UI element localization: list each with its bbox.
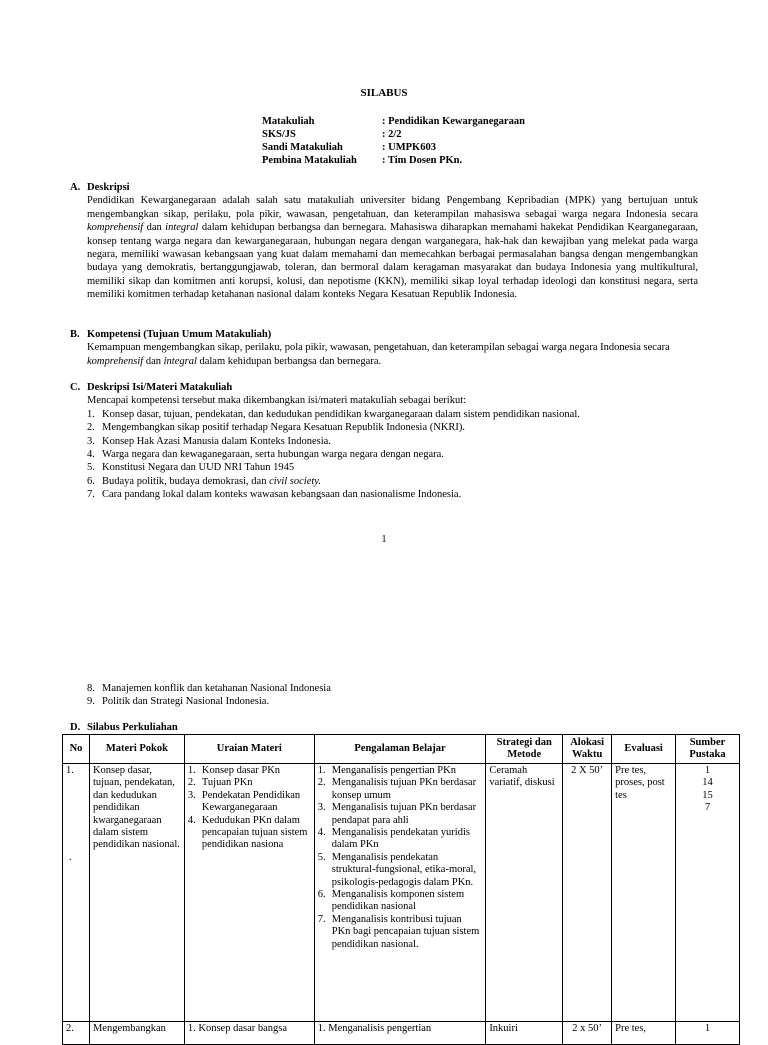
- cell-alokasi: 2 x 50’: [563, 1022, 612, 1045]
- cell-no: 1.: [63, 764, 90, 1022]
- table-row: [63, 1022, 740, 1045]
- cell-no: 2.: [63, 1022, 90, 1045]
- meta-value: : Pendidikan Kewarganegaraan: [382, 116, 525, 127]
- section-a-body: Pendidikan Kewarganegaraan adalah salah satu matakuliah universiter bidang Pengembang Kepribadian (MPK) yang bertujuan untuk mengembangkan sikap, perilaku, pola pikir, wawasan, pengetahuan, dan keterampilan mahasiswa sebagai warga negara Indonesia secara komprehensif dan integral dalam kehidupan berbangsa dan bernegara. Mahasiswa diharapkan memahami hakekat Pendidikan Kearganegaraan, konsep tentang warga negara dan kewarganegaraan, hubungan negara dengan warganegara, hak-hak dan kewajiban yang melekat pada warga negara, memiliki wawasan kebangsaan yang kuat dalam memahami dan memecahkan berbagai permasalahan bangsa dengan mengembangkan budaya yang demokratis, bertanggungjawab, toleran, dan bermoral dalam keragaman masyarakat dan budaya Indonesia yang multikultural, memiliki sikap dan komitmen anti korupsi, kolusi, dan nepotisme (KKN), memiliki sikap loyal terhadap ideologi dan konstitusi negara, serta memiliki komitmen terhadap ketahanan nasional dalam konteks Negara Kesatuan Republik Indonesia.: [87, 195, 699, 301]
- section-c-intro: Mencapai kompetensi tersebut maka dikembangkan isi/materi matakuliah sebagai berikut:: [87, 395, 467, 407]
- cell-evaluasi: Pre tes, proses, post tes: [612, 764, 676, 1022]
- meta-label: Sandi Matakuliah: [262, 142, 343, 153]
- list-item: 4. Warga negara dan kewaganegaraan, serta hubungan warga negara dengan negara.: [87, 449, 444, 461]
- meta-label: SKS/JS: [262, 129, 296, 140]
- table-header-row: [63, 735, 740, 764]
- meta-label: Matakuliah: [262, 116, 315, 127]
- cell-pengalaman: 1. Menganalisis pengertian: [314, 1022, 486, 1045]
- section-b-body: Kemampuan mengembangkan sikap, perilaku, pola pikir, wawasan, pengetahuan, dan keterampilan sebagai warga negara Indonesia secara komprehensif dan integral dalam kehidupan berbangsa dan bernegara.: [87, 342, 670, 367]
- table-header: No: [63, 735, 90, 764]
- table-header: Sumber Pustaka: [676, 735, 740, 764]
- table-header: Strategi dan Metode: [486, 735, 563, 764]
- section-d-heading: D. Silabus Perkuliahan: [70, 722, 178, 733]
- meta-value: : 2/2: [382, 129, 402, 140]
- section-c: [70, 381, 698, 502]
- meta-label: Pembina Matakuliah: [262, 155, 357, 166]
- cell-sumber: 1: [676, 1022, 740, 1045]
- section-a-heading: A. Deskripsi: [70, 182, 130, 193]
- cell-strategi: Ceramah variatif, diskusi: [486, 764, 563, 1022]
- list-item: 8. Manajemen konflik dan ketahanan Nasional Indonesia: [87, 683, 331, 694]
- section-b: [70, 328, 698, 368]
- document-title: SILABUS: [360, 87, 408, 99]
- continued-list: [87, 682, 331, 709]
- section-c-heading: C. Deskripsi Isi/Materi Matakuliah: [70, 382, 233, 393]
- cell-materi: Mengembangkan: [89, 1022, 184, 1045]
- list-item: 2. Mengembangkan sikap positif terhadap Negara Kesatuan Republik Indonesia (NKRI).: [87, 422, 466, 434]
- materi-list: [87, 408, 698, 502]
- list-item: 9. Politik dan Strategi Nasional Indonesia.: [87, 696, 270, 708]
- course-meta: [262, 115, 525, 167]
- cell-alokasi: 2 X 50’: [563, 764, 612, 1022]
- cell-sumber: 1 14 15 7: [676, 764, 740, 1022]
- cell-strategi: Inkuiri: [486, 1022, 563, 1045]
- list-item: 6. Budaya politik, budaya demokrasi, dan civil society.: [87, 475, 321, 487]
- section-b-heading: B. Kompetensi (Tujuan Umum Matakuliah): [70, 329, 272, 340]
- list-item: 7. Cara pandang lokal dalam konteks wawasan kebangsaan dan nasionalisme Indonesia.: [87, 489, 462, 501]
- list-item: 1. Konsep dasar, tujuan, pendekatan, dan kedudukan pendidikan kwarganegaraan dalam sistem pendidikan nasional.: [87, 408, 580, 420]
- meta-value: : UMPK603: [382, 142, 436, 153]
- cell-uraian: 1. Konsep dasar PKn 2. Tujuan PKn 3. Pendekatan Pendidikan Kewarganegaraan 4. Kedudukan PKn dalam pencapaian tujuan sistem pendidikan nasiona: [184, 764, 314, 1022]
- meta-value: : Tim Dosen PKn.: [382, 155, 463, 166]
- list-item: 5. Konstitusi Negara dan UUD NRI Tahun 1945: [87, 462, 295, 474]
- cell-uraian: 1. Konsep dasar bangsa: [184, 1022, 314, 1045]
- section-a: [70, 181, 698, 302]
- table-row: [63, 764, 740, 1022]
- table-header: Alokasi Waktu: [563, 735, 612, 764]
- cell-materi: Konsep dasar, tujuan, pendekatan, dan kedudukan pendidikan kwarganegaraan dalam sistem pendidikan nasional. .: [89, 764, 184, 1022]
- table-header: Pengalaman Belajar: [314, 735, 486, 764]
- table-header: Uraian Materi: [184, 735, 314, 764]
- list-item: 3. Konsep Hak Azasi Manusia dalam Konteks Indonesia.: [87, 435, 331, 447]
- table-header: Evaluasi: [612, 735, 676, 764]
- cell-pengalaman: 1. Menganalisis pengertian PKn 2. Menganalisis tujuan PKn berdasar konsep umum 3. Menganalisis tujuan PKn berdasar pendapat para ahli 4. Menganalisis pendekatan yuridis dalam PKn 5. Menganalisis pendekatan struktural-fungsional, etika-moral, psikologis-pedagogis dalam PKn. 6. Menganalisis komponen sistem pendidikan nasional 7. Menganalisis kontribusi tujuan PKn bagi pencapaian tujuan sistem pendidikan nasional.: [314, 764, 486, 1022]
- table-header: Materi Pokok: [89, 735, 184, 764]
- page-number: 1: [381, 534, 387, 545]
- cell-evaluasi: Pre tes,: [612, 1022, 676, 1045]
- syllabus-table: [62, 734, 740, 1045]
